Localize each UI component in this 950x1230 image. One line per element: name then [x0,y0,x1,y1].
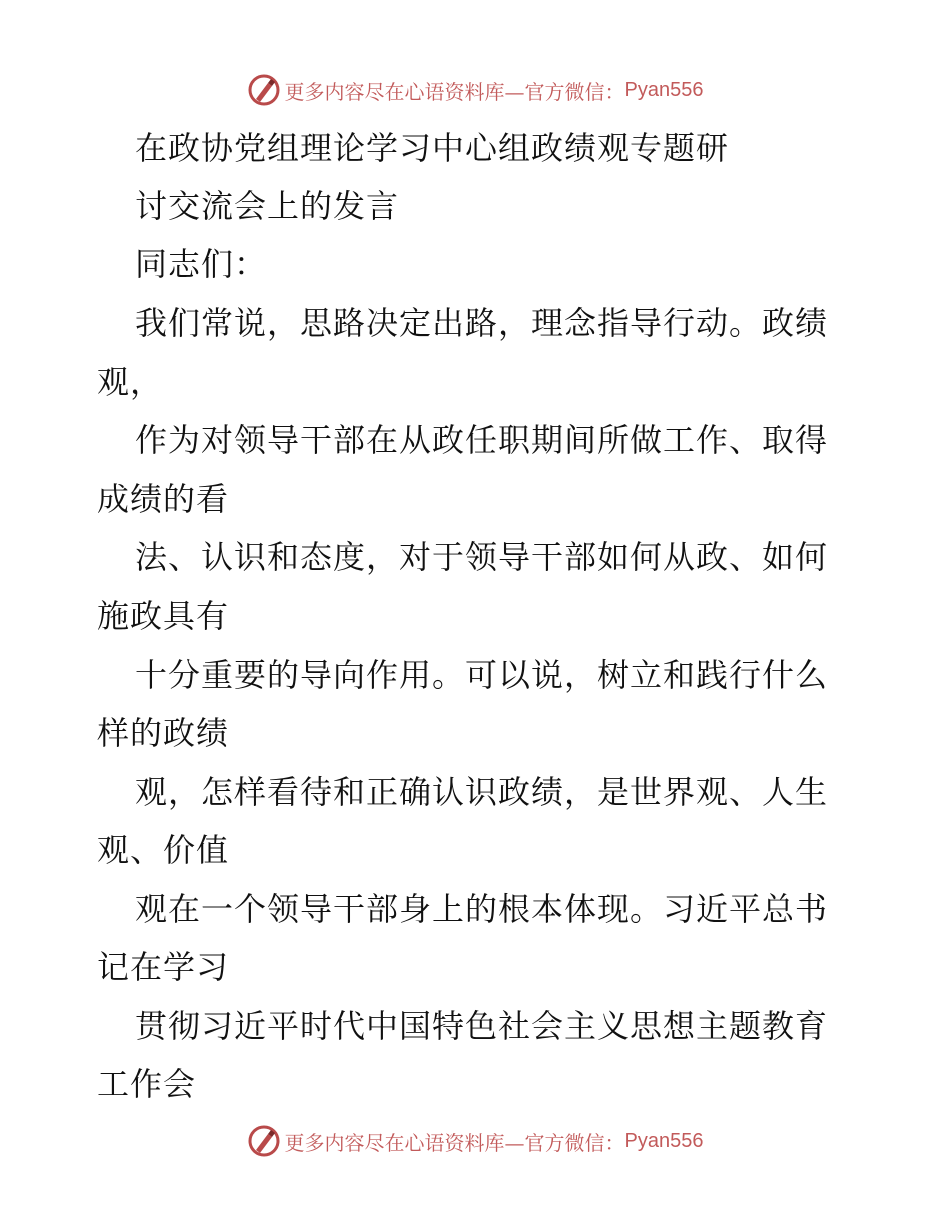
title-line-1: 在政协党组理论学习中心组政绩观专题研 [135,129,730,167]
paragraph-line: 作为对领导干部在从政任职期间所做工作、取得 [135,421,829,459]
paragraph-line: 十分重要的导向作用。可以说，树立和践行什么 [135,656,829,694]
pen-logo-icon [247,1124,281,1158]
paragraph-line: 观， [97,363,164,401]
watermark-id: Pyan556 [624,1129,704,1152]
pen-logo-icon [247,73,281,107]
watermark-text: 更多内容尽在心语资料库—官方微信： [284,1130,625,1155]
footer-watermark [0,1121,950,1161]
watermark-id: Pyan556 [624,78,704,101]
paragraph-line: 我们常说，思路决定出路，理念指导行动。政绩 [135,304,829,342]
watermark-text: 更多内容尽在心语资料库—官方微信： [284,79,625,104]
paragraph-line: 观、价值 [97,831,230,869]
paragraph-line: 记在学习 [97,948,230,986]
paragraph-line: 法、认识和态度，对于领导干部如何从政、如何 [135,538,829,576]
paragraph-line: 贯彻习近平时代中国特色社会主义思想主题教育 [135,1007,829,1045]
paragraph-line: 观在一个领导干部身上的根本体现。习近平总书 [135,890,829,928]
paragraph-line: 施政具有 [97,597,230,635]
paragraph-line: 观，怎样看待和正确认识政绩，是世界观、人生 [135,773,829,811]
header-watermark [0,70,950,110]
paragraph-line: 工作会 [97,1065,197,1103]
title-line-2: 讨交流会上的发言 [135,187,400,225]
paragraph-line: 成绩的看 [97,480,230,518]
salutation: 同志们： [135,245,268,283]
paragraph-line: 样的政绩 [97,714,230,752]
